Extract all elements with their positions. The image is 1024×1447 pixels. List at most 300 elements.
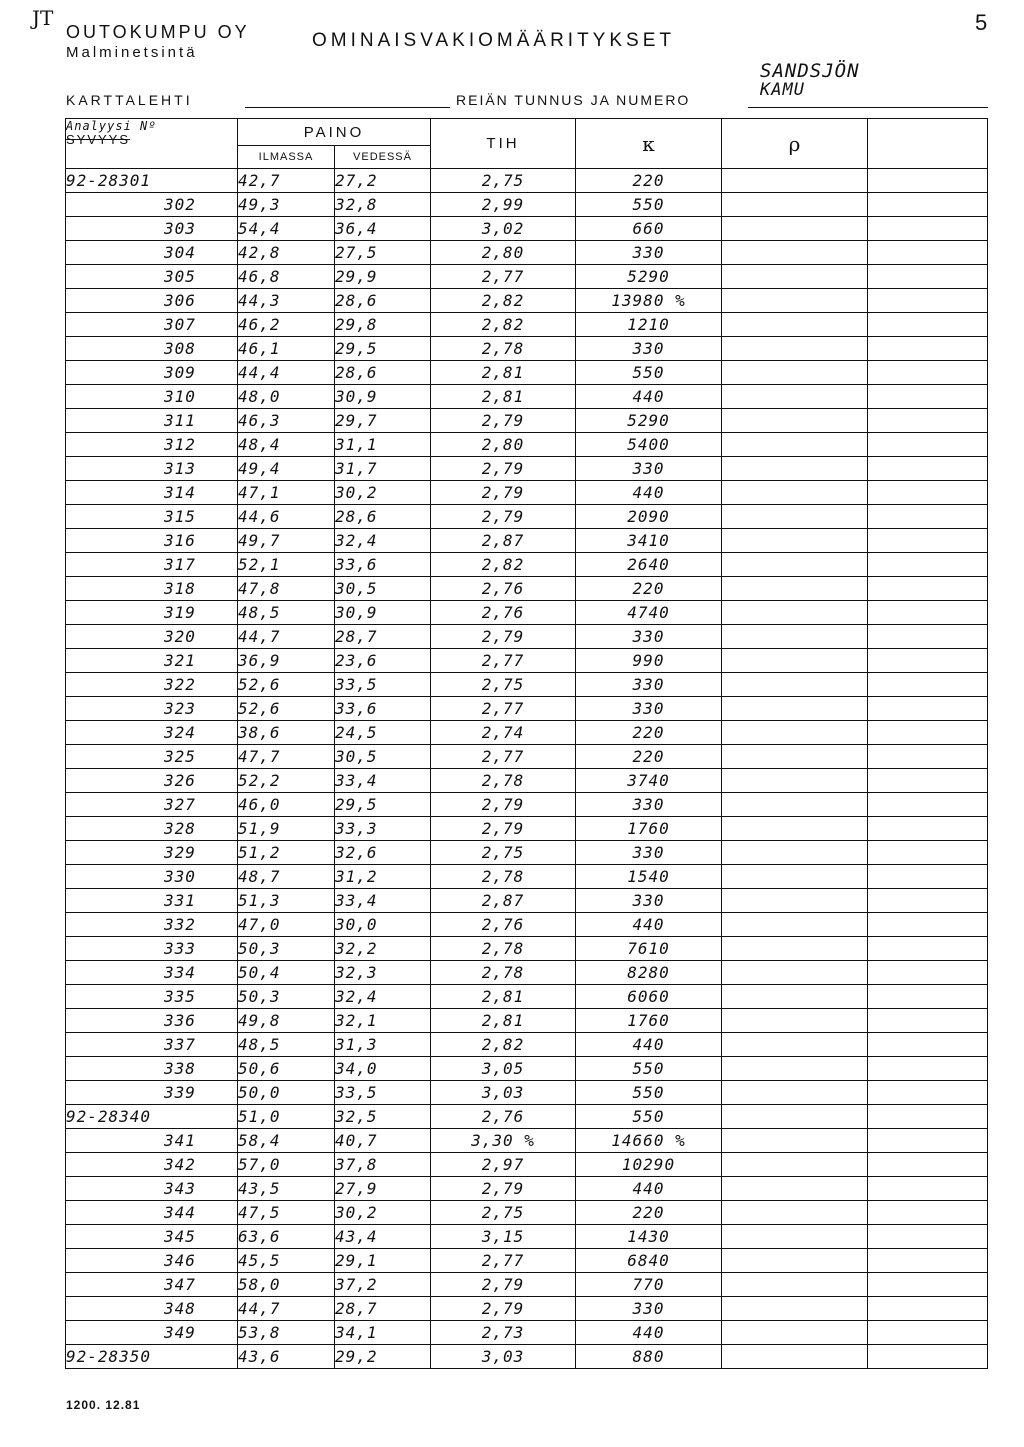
- weight-in-air: 47,5: [238, 1201, 335, 1225]
- table-row: [66, 793, 988, 817]
- weight-in-air: 46,3: [238, 409, 335, 433]
- table-row: [66, 745, 988, 769]
- empty-cell: [868, 577, 988, 601]
- rho-value: [722, 481, 868, 505]
- kappa-value: 1210: [576, 313, 722, 337]
- density-value: 2,79: [431, 1177, 576, 1201]
- rho-value: [722, 217, 868, 241]
- weight-in-water: 29,9: [335, 265, 431, 289]
- kappa-value: 4740: [576, 601, 722, 625]
- density-value: 2,77: [431, 649, 576, 673]
- empty-cell: [868, 169, 988, 193]
- density-value: 2,87: [431, 889, 576, 913]
- analysis-number: 314: [66, 481, 238, 505]
- weight-in-air: 49,3: [238, 193, 335, 217]
- table-row: [66, 529, 988, 553]
- density-value: 2,79: [431, 505, 576, 529]
- density-value: 2,75: [431, 169, 576, 193]
- density-value: 3,03: [431, 1081, 576, 1105]
- kappa-value: 3740: [576, 769, 722, 793]
- kappa-value: 2640: [576, 553, 722, 577]
- kappa-value: 330: [576, 337, 722, 361]
- empty-cell: [868, 745, 988, 769]
- weight-in-water: 32,4: [335, 985, 431, 1009]
- weight-in-air: 46,2: [238, 313, 335, 337]
- weight-in-water: 32,5: [335, 1105, 431, 1129]
- weight-in-air: 49,4: [238, 457, 335, 481]
- rho-value: [722, 169, 868, 193]
- empty-cell: [868, 217, 988, 241]
- analysis-number: 341: [66, 1129, 238, 1153]
- empty-cell: [868, 265, 988, 289]
- hole-id-label: REIÄN TUNNUS JA NUMERO: [456, 92, 691, 108]
- empty-cell: [868, 721, 988, 745]
- kappa-value: 1430: [576, 1225, 722, 1249]
- rho-value: [722, 385, 868, 409]
- analysis-number: 316: [66, 529, 238, 553]
- table-row: [66, 1009, 988, 1033]
- density-value: 2,99: [431, 193, 576, 217]
- weight-in-water: 31,2: [335, 865, 431, 889]
- analysis-number: 92-28301: [66, 169, 238, 193]
- weight-in-air: 44,6: [238, 505, 335, 529]
- table-row: [66, 1297, 988, 1321]
- rho-value: [722, 505, 868, 529]
- kappa-value: 220: [576, 577, 722, 601]
- density-value: 2,76: [431, 1105, 576, 1129]
- analysis-number: 319: [66, 601, 238, 625]
- empty-cell: [868, 865, 988, 889]
- analysis-number: 327: [66, 793, 238, 817]
- form-code: 1200. 12.81: [66, 1398, 141, 1412]
- weight-in-water: 32,2: [335, 937, 431, 961]
- kappa-value: 440: [576, 481, 722, 505]
- density-value: 3,15: [431, 1225, 576, 1249]
- empty-cell: [868, 385, 988, 409]
- weight-in-water: 31,1: [335, 433, 431, 457]
- weight-in-water: 43,4: [335, 1225, 431, 1249]
- table-row: [66, 337, 988, 361]
- table-row: [66, 1177, 988, 1201]
- empty-cell: [868, 1033, 988, 1057]
- empty-cell: [868, 985, 988, 1009]
- empty-cell: [868, 1153, 988, 1177]
- weight-in-air: 48,7: [238, 865, 335, 889]
- weight-in-water: 30,5: [335, 745, 431, 769]
- empty-cell: [868, 889, 988, 913]
- weight-in-air: 43,5: [238, 1177, 335, 1201]
- rho-value: [722, 289, 868, 313]
- analysis-number: 307: [66, 313, 238, 337]
- empty-cell: [868, 433, 988, 457]
- density-value: 2,82: [431, 289, 576, 313]
- weight-in-air: 48,4: [238, 433, 335, 457]
- density-value: 2,87: [431, 529, 576, 553]
- rho-value: [722, 649, 868, 673]
- analysis-number: 339: [66, 1081, 238, 1105]
- table-row: [66, 601, 988, 625]
- density-value: 2,77: [431, 1249, 576, 1273]
- rho-value: [722, 577, 868, 601]
- weight-in-air: 58,0: [238, 1273, 335, 1297]
- analysis-number: 315: [66, 505, 238, 529]
- density-value: 3,05: [431, 1057, 576, 1081]
- rho-value: [722, 841, 868, 865]
- weight-in-water: 32,3: [335, 961, 431, 985]
- analysis-number: 329: [66, 841, 238, 865]
- density-value: 2,76: [431, 577, 576, 601]
- analysis-number: 311: [66, 409, 238, 433]
- empty-cell: [868, 1225, 988, 1249]
- empty-cell: [868, 505, 988, 529]
- empty-cell: [868, 241, 988, 265]
- weight-in-water: 28,6: [335, 361, 431, 385]
- table-row: [66, 1081, 988, 1105]
- weight-header: PAINO: [238, 119, 431, 146]
- empty-cell: [868, 1297, 988, 1321]
- density-value: 2,79: [431, 457, 576, 481]
- weight-in-water: 33,6: [335, 697, 431, 721]
- kappa-value: 440: [576, 1321, 722, 1345]
- table-row: [66, 913, 988, 937]
- page-title: OMINAISVAKIOMÄÄRITYKSET: [312, 30, 675, 51]
- rho-value: [722, 985, 868, 1009]
- kappa-value: 550: [576, 361, 722, 385]
- table-row: [66, 1345, 988, 1369]
- weight-in-air: 46,8: [238, 265, 335, 289]
- density-value: 2,78: [431, 865, 576, 889]
- empty-cell: [868, 841, 988, 865]
- rho-value: [722, 553, 868, 577]
- kappa-value: 330: [576, 841, 722, 865]
- rho-value: [722, 337, 868, 361]
- rho-value: [722, 961, 868, 985]
- density-value: 2,81: [431, 361, 576, 385]
- weight-in-air: 50,3: [238, 985, 335, 1009]
- density-value: 2,97: [431, 1153, 576, 1177]
- map-sheet-field: [245, 107, 450, 108]
- analysis-number: 334: [66, 961, 238, 985]
- company-name: OUTOKUMPU OY: [66, 22, 250, 42]
- table-row: [66, 409, 988, 433]
- analysis-number: 313: [66, 457, 238, 481]
- empty-cell: [868, 289, 988, 313]
- weight-in-air: 52,1: [238, 553, 335, 577]
- empty-cell: [868, 553, 988, 577]
- weight-in-air: 42,8: [238, 241, 335, 265]
- weight-in-air: 47,0: [238, 913, 335, 937]
- weight-in-air: 63,6: [238, 1225, 335, 1249]
- weight-in-air: 54,4: [238, 217, 335, 241]
- density-value: 2,79: [431, 817, 576, 841]
- analysis-number: 318: [66, 577, 238, 601]
- empty-cell: [868, 1321, 988, 1345]
- weight-in-air: 38,6: [238, 721, 335, 745]
- table-row: [66, 697, 988, 721]
- analysis-number: 304: [66, 241, 238, 265]
- empty-cell: [868, 793, 988, 817]
- density-value: 2,82: [431, 313, 576, 337]
- kappa-value: 550: [576, 1081, 722, 1105]
- density-value: 2,81: [431, 385, 576, 409]
- density-value: 2,78: [431, 769, 576, 793]
- density-value: 2,79: [431, 481, 576, 505]
- table-row: [66, 673, 988, 697]
- kappa-value: 330: [576, 1297, 722, 1321]
- density-value: 2,75: [431, 673, 576, 697]
- weight-in-air: 52,6: [238, 697, 335, 721]
- table-row: [66, 313, 988, 337]
- weight-in-water: 32,8: [335, 193, 431, 217]
- weight-in-water: 23,6: [335, 649, 431, 673]
- rho-value: [722, 865, 868, 889]
- weight-in-air: 50,4: [238, 961, 335, 985]
- weight-in-water: 32,4: [335, 529, 431, 553]
- weight-in-water: 34,1: [335, 1321, 431, 1345]
- rho-value: [722, 625, 868, 649]
- kappa-value: 330: [576, 241, 722, 265]
- weight-in-water: 29,7: [335, 409, 431, 433]
- empty-cell: [868, 913, 988, 937]
- analysis-number: 337: [66, 1033, 238, 1057]
- analysis-number: 349: [66, 1321, 238, 1345]
- kappa-value: 330: [576, 889, 722, 913]
- density-value: 3,02: [431, 217, 576, 241]
- table-row: [66, 1201, 988, 1225]
- weight-in-air: 44,7: [238, 1297, 335, 1321]
- analysis-number: 321: [66, 649, 238, 673]
- table-row: [66, 457, 988, 481]
- rho-value: [722, 1129, 868, 1153]
- weight-in-air: 42,7: [238, 169, 335, 193]
- density-value: 2,78: [431, 337, 576, 361]
- kappa-value: 330: [576, 673, 722, 697]
- analysis-number: 92-28350: [66, 1345, 238, 1369]
- in-air-header: ILMASSA: [238, 146, 335, 169]
- kappa-value: 220: [576, 745, 722, 769]
- kappa-value: 8280: [576, 961, 722, 985]
- empty-cell: [868, 1105, 988, 1129]
- kappa-value: 5400: [576, 433, 722, 457]
- table-row: [66, 385, 988, 409]
- analysis-number: 309: [66, 361, 238, 385]
- empty-cell: [868, 1249, 988, 1273]
- weight-in-air: 47,7: [238, 745, 335, 769]
- weight-in-air: 53,8: [238, 1321, 335, 1345]
- analysis-number: 338: [66, 1057, 238, 1081]
- kappa-value: 440: [576, 913, 722, 937]
- weight-in-air: 48,0: [238, 385, 335, 409]
- rho-value: [722, 361, 868, 385]
- kappa-value: 330: [576, 457, 722, 481]
- empty-cell: [868, 457, 988, 481]
- rho-value: [722, 433, 868, 457]
- kappa-value: 10290: [576, 1153, 722, 1177]
- table-row: [66, 721, 988, 745]
- density-value: 2,79: [431, 1297, 576, 1321]
- density-value: 2,82: [431, 553, 576, 577]
- density-value: 3,03: [431, 1345, 576, 1369]
- analysis-number: 347: [66, 1273, 238, 1297]
- weight-in-water: 27,2: [335, 169, 431, 193]
- weight-in-air: 50,3: [238, 937, 335, 961]
- rho-value: [722, 1225, 868, 1249]
- rho-value: [722, 1249, 868, 1273]
- empty-cell: [868, 625, 988, 649]
- rho-value: [722, 913, 868, 937]
- empty-cell: [868, 1273, 988, 1297]
- rho-value: [722, 457, 868, 481]
- kappa-value: 770: [576, 1273, 722, 1297]
- analysis-number: 333: [66, 937, 238, 961]
- table-row: [66, 985, 988, 1009]
- kappa-value: 6840: [576, 1249, 722, 1273]
- weight-in-water: 28,7: [335, 1297, 431, 1321]
- table-row: [66, 769, 988, 793]
- rho-value: [722, 1057, 868, 1081]
- density-value: 2,79: [431, 409, 576, 433]
- weight-in-air: 51,2: [238, 841, 335, 865]
- density-value: 2,81: [431, 985, 576, 1009]
- hole-id-field: [748, 107, 988, 108]
- empty-cell: [868, 1345, 988, 1369]
- empty-cell: [868, 649, 988, 673]
- kappa-value: 660: [576, 217, 722, 241]
- kappa-header: κ: [576, 119, 722, 169]
- weight-in-water: 33,6: [335, 553, 431, 577]
- analysis-number: 308: [66, 337, 238, 361]
- table-row: [66, 481, 988, 505]
- rho-value: [722, 721, 868, 745]
- empty-cell: [868, 337, 988, 361]
- rho-value: [722, 409, 868, 433]
- table-row: [66, 1033, 988, 1057]
- kappa-value: 440: [576, 1177, 722, 1201]
- rho-value: [722, 1273, 868, 1297]
- kappa-value: 7610: [576, 937, 722, 961]
- empty-cell: [868, 1081, 988, 1105]
- kappa-value: 330: [576, 793, 722, 817]
- density-value: 2,76: [431, 913, 576, 937]
- rho-value: [722, 313, 868, 337]
- weight-in-air: 46,0: [238, 793, 335, 817]
- empty-cell: [868, 961, 988, 985]
- table-row: [66, 625, 988, 649]
- table-row: [66, 1057, 988, 1081]
- density-value: 2,73: [431, 1321, 576, 1345]
- density-value: 3,30 %: [431, 1129, 576, 1153]
- empty-cell: [868, 937, 988, 961]
- empty-cell: [868, 313, 988, 337]
- table-row: [66, 361, 988, 385]
- density-value: 2,77: [431, 697, 576, 721]
- table-row: [66, 817, 988, 841]
- weight-in-air: 58,4: [238, 1129, 335, 1153]
- weight-in-air: 47,8: [238, 577, 335, 601]
- table-row: [66, 1129, 988, 1153]
- kappa-value: 220: [576, 1201, 722, 1225]
- table-row: [66, 1153, 988, 1177]
- weight-in-air: 51,0: [238, 1105, 335, 1129]
- kappa-value: 990: [576, 649, 722, 673]
- weight-in-air: 49,7: [238, 529, 335, 553]
- table-row: [66, 217, 988, 241]
- weight-in-water: 33,4: [335, 769, 431, 793]
- density-value: 2,75: [431, 841, 576, 865]
- rho-value: [722, 1081, 868, 1105]
- weight-in-water: 28,6: [335, 289, 431, 313]
- analysis-number: 330: [66, 865, 238, 889]
- rho-value: [722, 673, 868, 697]
- analysis-number: 348: [66, 1297, 238, 1321]
- weight-in-air: 46,1: [238, 337, 335, 361]
- in-water-header: VEDESSÄ: [335, 146, 431, 169]
- analysis-number: 92-28340: [66, 1105, 238, 1129]
- density-value: 2,78: [431, 961, 576, 985]
- empty-cell: [868, 481, 988, 505]
- weight-in-air: 52,6: [238, 673, 335, 697]
- analysis-number: 302: [66, 193, 238, 217]
- weight-in-air: 47,1: [238, 481, 335, 505]
- weight-in-water: 33,4: [335, 889, 431, 913]
- kappa-value: 3410: [576, 529, 722, 553]
- rho-value: [722, 1009, 868, 1033]
- analysis-number: 326: [66, 769, 238, 793]
- empty-cell: [868, 673, 988, 697]
- analysis-number: 328: [66, 817, 238, 841]
- table-row: [66, 1225, 988, 1249]
- weight-in-air: 51,3: [238, 889, 335, 913]
- density-value: 2,77: [431, 745, 576, 769]
- kappa-value: 220: [576, 169, 722, 193]
- rho-value: [722, 265, 868, 289]
- analysis-number: 332: [66, 913, 238, 937]
- density-value: 2,80: [431, 433, 576, 457]
- analysis-number: 336: [66, 1009, 238, 1033]
- empty-cell: [868, 1009, 988, 1033]
- analysis-number: 322: [66, 673, 238, 697]
- weight-in-water: 29,2: [335, 1345, 431, 1369]
- analysis-number: 323: [66, 697, 238, 721]
- empty-cell: [868, 1201, 988, 1225]
- weight-in-air: 51,9: [238, 817, 335, 841]
- weight-in-air: 49,8: [238, 1009, 335, 1033]
- empty-cell: [868, 697, 988, 721]
- empty-cell: [868, 361, 988, 385]
- measurement-table: [65, 118, 988, 1369]
- analysis-number: 343: [66, 1177, 238, 1201]
- empty-header: [868, 119, 988, 169]
- rho-value: [722, 1153, 868, 1177]
- location-name: SANDSJÖN: [760, 60, 860, 82]
- rho-value: [722, 889, 868, 913]
- weight-in-air: 44,7: [238, 625, 335, 649]
- weight-in-water: 36,4: [335, 217, 431, 241]
- empty-cell: [868, 1177, 988, 1201]
- weight-in-air: 36,9: [238, 649, 335, 673]
- table-row: [66, 553, 988, 577]
- weight-in-water: 31,3: [335, 1033, 431, 1057]
- density-value: 2,75: [431, 1201, 576, 1225]
- table-row: [66, 865, 988, 889]
- table-row: [66, 1273, 988, 1297]
- weight-in-water: 30,5: [335, 577, 431, 601]
- analysis-number: 317: [66, 553, 238, 577]
- weight-in-water: 29,5: [335, 793, 431, 817]
- analysis-number: 335: [66, 985, 238, 1009]
- analysis-number: 345: [66, 1225, 238, 1249]
- density-value: 2,80: [431, 241, 576, 265]
